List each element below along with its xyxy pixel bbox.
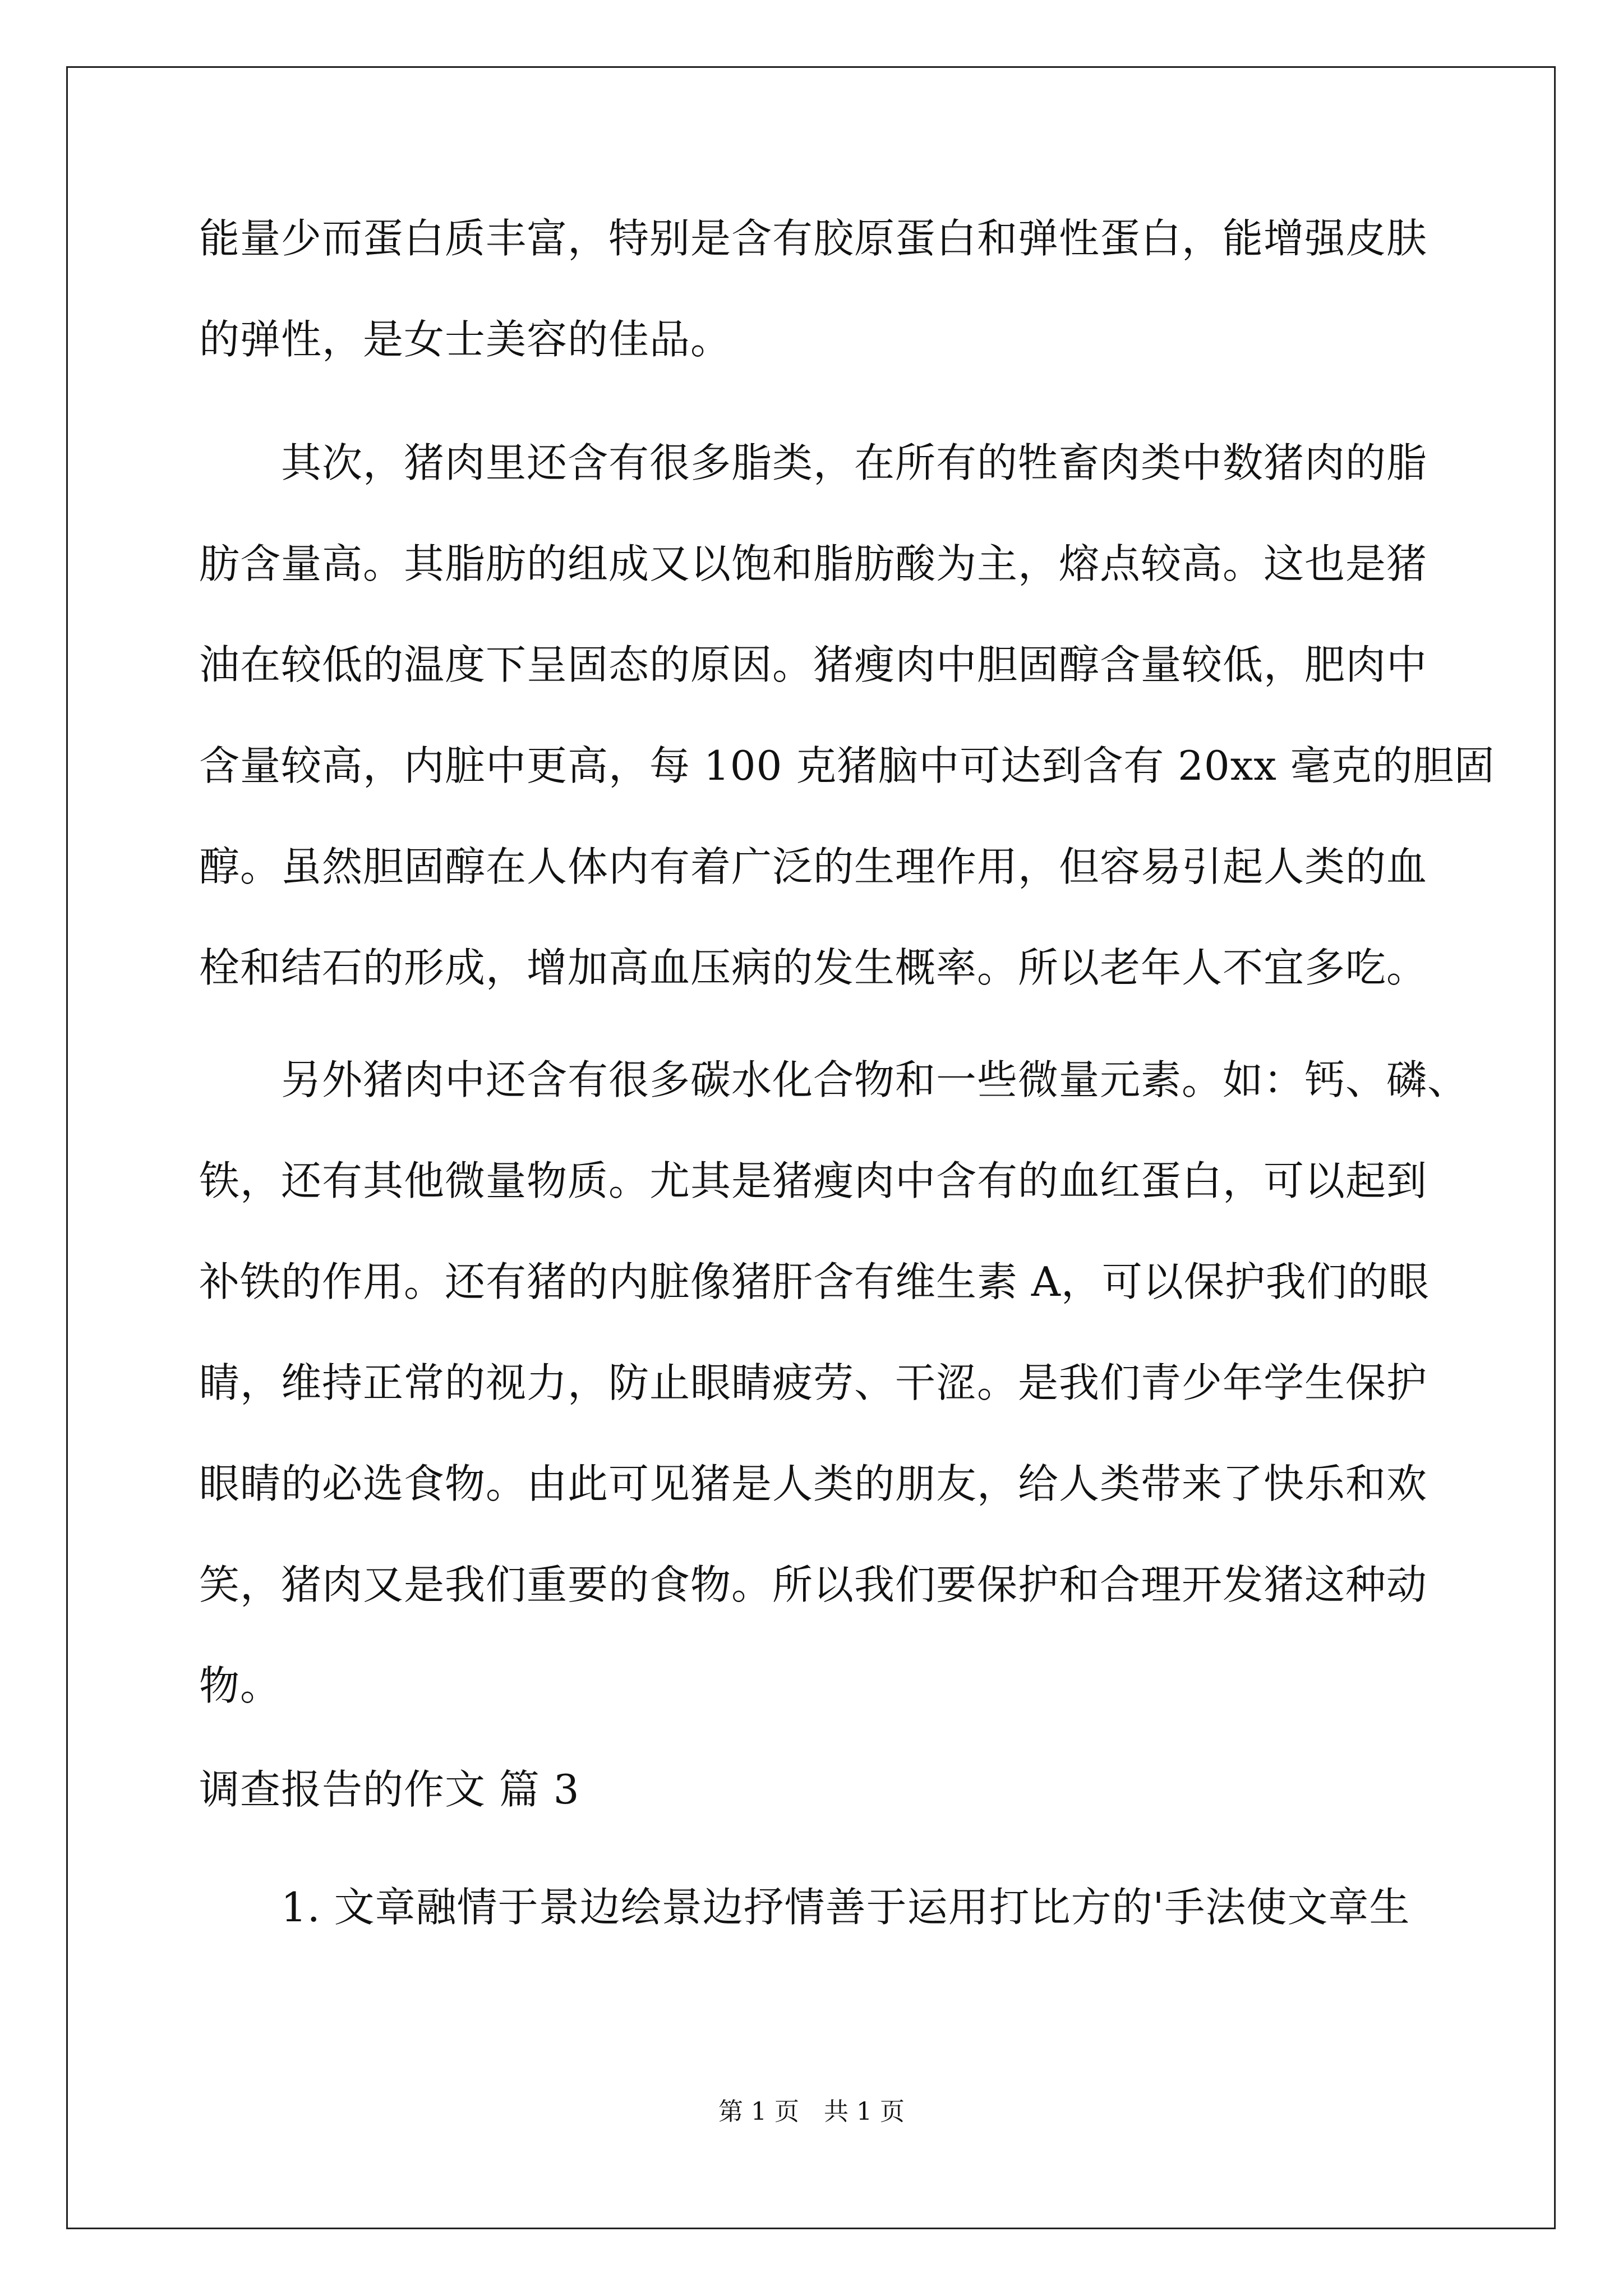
- text-line: 眼睛的必选食物。由此可见猪是人类的朋友，给人类带来了快乐和欢: [199, 1460, 1428, 1507]
- text-line: 睛，维持正常的视力，防止眼睛疲劳、干涩。是我们青少年学生保护: [199, 1359, 1428, 1406]
- text-line: 另外猪肉中还含有很多碳水化合物和一些微量元素。如：钙、磷、: [199, 1056, 1469, 1103]
- text-line: 栓和结石的形成，增加高血压病的发生概率。所以老年人不宜多吃。: [199, 944, 1428, 991]
- page-footer: 第 1 页 共 1 页: [718, 2097, 905, 2126]
- text-line: 油在较低的温度下呈固态的原因。猪瘦肉中胆固醇含量较低，肥肉中: [199, 641, 1428, 688]
- text-line: 物。: [199, 1662, 282, 1709]
- text-line: 1. 文章融情于景边绘景边抒情善于运用打比方的'手法使文章生: [199, 1884, 1410, 1931]
- text-line: 的弹性，是女士美容的佳品。: [199, 316, 732, 363]
- text-line: 补铁的作用。还有猪的内脏像猪肝含有维生素 A，可以保护我们的眼: [199, 1258, 1430, 1305]
- text-line: 铁，还有其他微量物质。尤其是猪瘦肉中含有的血红蛋白，可以起到: [199, 1157, 1428, 1204]
- text-line: 笑，猪肉又是我们重要的食物。所以我们要保护和合理开发猪这种动: [199, 1561, 1428, 1608]
- section-heading: 调查报告的作文 篇 3: [199, 1766, 580, 1813]
- text-line: 能量少而蛋白质丰富，特别是含有胶原蛋白和弹性蛋白，能增强皮肤: [199, 215, 1428, 262]
- text-line: 醇。虽然胆固醇在人体内有着广泛的生理作用，但容易引起人类的血: [199, 843, 1428, 890]
- text-line: 其次，猪肉里还含有很多脂类，在所有的牲畜肉类中数猪肉的脂: [199, 439, 1428, 486]
- text-line: 肪含量高。其脂肪的组成又以饱和脂肪酸为主，熔点较高。这也是猪: [199, 540, 1428, 587]
- text-line: 含量较高，内脏中更高，每 100 克猪脑中可达到含有 20xx 毫克的胆固: [199, 742, 1495, 789]
